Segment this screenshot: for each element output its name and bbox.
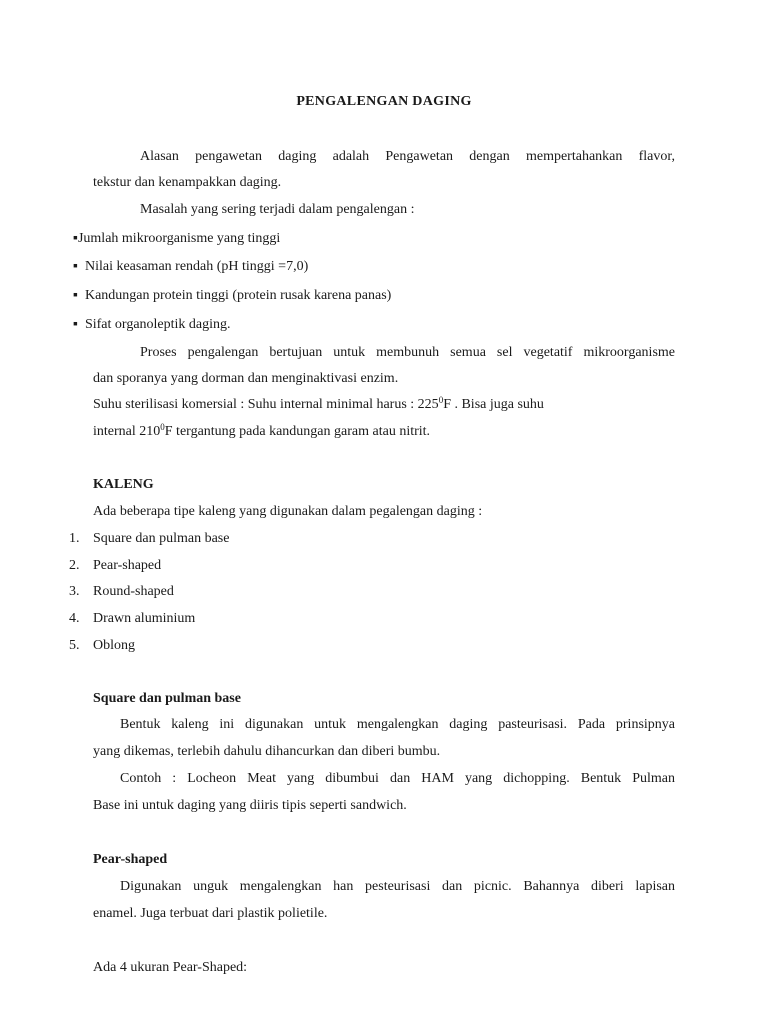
list-text: Square dan pulman base [93,531,230,546]
intro-paragraph-line: tekstur dan kenampakkan daging. [93,175,282,190]
square-paragraph-line: Bentuk kaleng ini digunakan untuk mengalengkan daging pasteurisasi. Pada prinsipnya [120,717,675,732]
bullet-text: Jumlah mikroorganisme yang tinggi [77,231,281,246]
list-item [73,258,308,276]
pear-paragraph-line: Digunakan unguk mengalengkan han pesteurisasi dan picnic. Bahannya diberi lapisan [120,879,675,894]
bullet-text: Nilai keasaman rendah (pH tinggi =7,0) [84,259,309,274]
intro-paragraph-line: Alasan pengawetan daging adalah Pengawetan dengan mempertahankan flavor, [140,149,675,164]
square-example-line: Contoh : Locheon Meat yang dibumbui dan HAM yang dichopping. Bentuk Pulman [120,771,675,786]
list-item [73,287,391,305]
bullet-icon: ▪ [73,317,78,332]
bullet-icon: ▪ [73,231,78,246]
section-heading-square: Square dan pulman base [93,691,241,706]
list-text: Drawn aluminium [93,611,196,626]
list-number: 3. [69,584,80,599]
list-text: Round-shaped [93,584,174,599]
process-paragraph-line: Proses pengalengan bertujuan untuk membunuh semua sel vegetatif mikroorganisme [140,345,675,360]
sterilization-line: Suhu sterilisasi komersial : Suhu internal minimal harus : $225^0F$ . Bisa juga suhu [93,395,544,412]
list-number: 5. [69,638,80,653]
section-heading-kaleng: KALENG [93,477,154,492]
bullet-text: Sifat organoleptik daging. [84,317,231,332]
pear-paragraph-line: enamel. Juga terbuat dari plastik polietile. [93,906,328,921]
list-item [73,230,280,248]
sterilization-line: internal $210^0F$ tergantung pada kandungan garam atau nitrit. [93,422,431,439]
kaleng-intro: Ada beberapa tipe kaleng yang digunakan dalam pegalengan daging : [93,504,483,519]
section-heading-pear: Pear-shaped [93,852,168,867]
pear-sizes-intro: Ada 4 ukuran Pear-Shaped: [93,960,248,975]
list-number: 2. [69,558,80,573]
process-paragraph-line: dan sporanya yang dorman dan menginaktivasi enzim. [93,371,399,386]
bullet-icon: ▪ [73,288,78,303]
list-item [73,316,231,334]
list-text: Oblong [93,638,135,653]
list-number: 4. [69,611,80,626]
page-title: PENGALENGAN DAGING [296,94,472,109]
square-paragraph-line: yang dikemas, terlebih dahulu dihancurkan dan diberi bumbu. [93,744,441,759]
bullet-icon: ▪ [73,259,78,274]
list-text: Pear-shaped [93,558,162,573]
square-example-line: Base ini untuk daging yang diiris tipis seperti sandwich. [93,798,407,813]
list-number: 1. [69,531,80,546]
bullet-text: Kandungan protein tinggi (protein rusak karena panas) [84,288,392,303]
problems-intro: Masalah yang sering terjadi dalam pengalengan : [140,202,415,217]
